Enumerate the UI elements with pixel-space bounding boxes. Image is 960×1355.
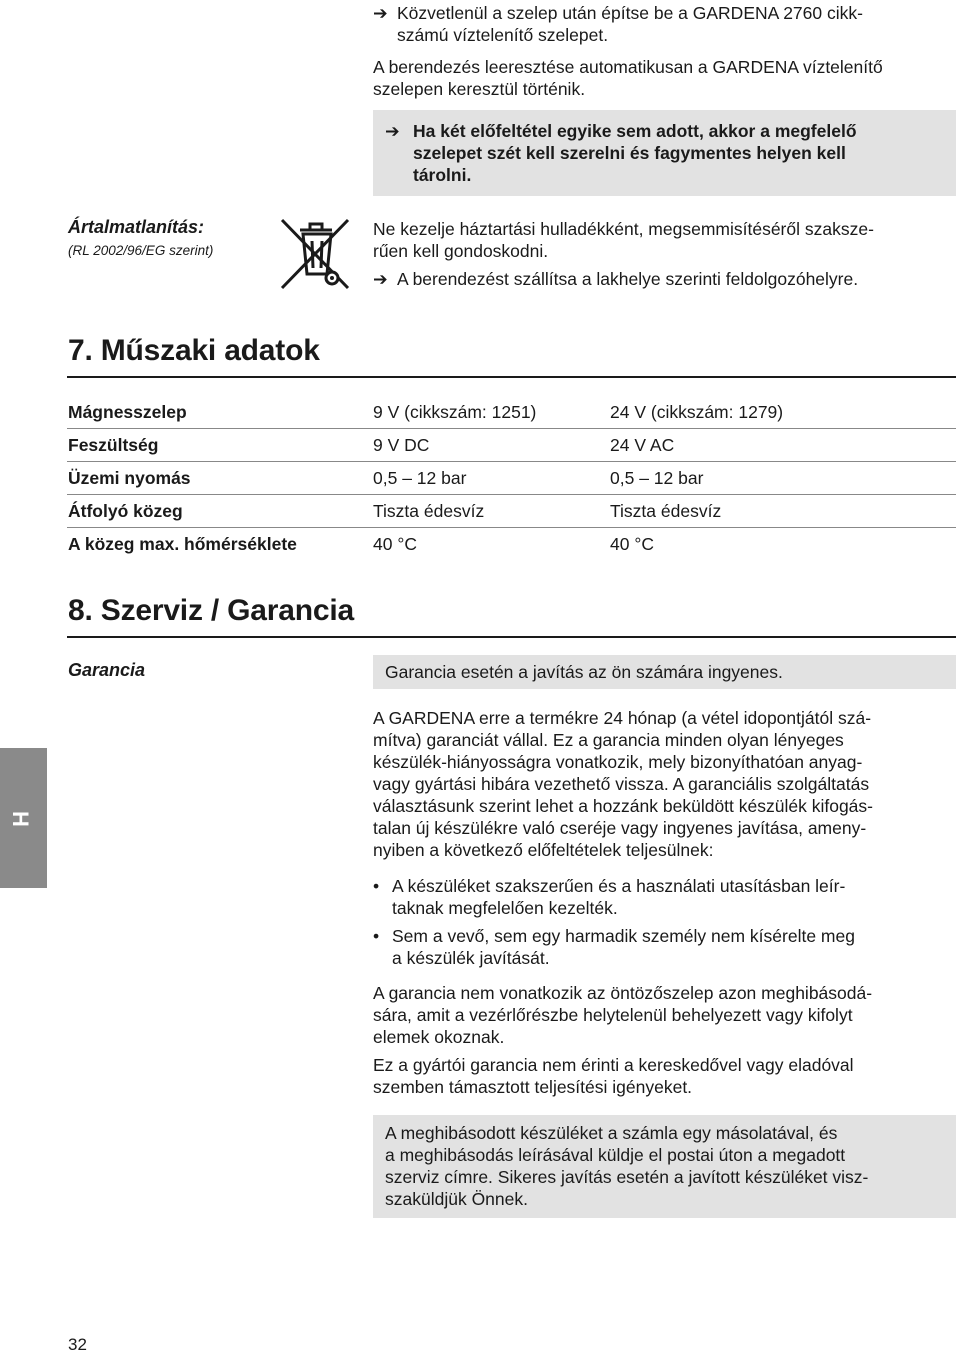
table-cell: Tiszta édesvíz	[610, 501, 722, 521]
service-box	[373, 1115, 956, 1218]
service-line: szerviz címre. Sikeres javítás esetén a javított készüléket visz-	[385, 1167, 869, 1187]
table-row-label: Átfolyó közeg	[68, 501, 183, 521]
warning-line: tárolni.	[413, 165, 472, 185]
table-cell: 40 °C	[610, 534, 654, 554]
section8-title: 8. Szerviz / Garancia	[68, 594, 354, 627]
arrow-icon: ➔	[373, 3, 388, 23]
list-item	[373, 875, 855, 919]
list-item-line: taknak megfelelően kezelték.	[392, 898, 618, 918]
paragraph-line: mítva) garanciát vállal. Ez a garancia minden olyan lényeges	[373, 730, 844, 750]
table-row-label: Üzemi nyomás	[68, 468, 191, 488]
paragraph-line: A garancia nem vonatkozik az öntözőszelep azon meghibásodá-	[373, 983, 873, 1003]
list-item	[373, 925, 855, 969]
paragraph-line: választásunk szerint lehet a hozzánk beküldött készülék kifogás-	[373, 796, 873, 816]
bullet-icon: •	[373, 876, 380, 896]
warranty-paragraph	[373, 707, 873, 861]
table-row-label: A közeg max. hőmérséklete	[68, 534, 297, 554]
table-header-cell: Mágnesszelep	[68, 402, 187, 422]
table-divider	[67, 494, 956, 495]
section7-title: 7. Műszaki adatok	[68, 334, 320, 367]
paragraph-line: talan új készülékre való cseréje vagy ingyenes javítása, ameny-	[373, 818, 867, 838]
warning-line: szelepet szét kell szerelni és fagymentes helyen kell	[413, 143, 846, 163]
disposal-line: Ne kezelje háztartási hulladékként, megsemmisítéséről szaksze-	[373, 219, 874, 239]
warning-line: Ha két előfeltétel egyike sem adott, akkor a megfelelő	[413, 121, 857, 141]
garancia-label: Garancia	[68, 660, 146, 680]
arrow-icon: ➔	[373, 269, 388, 289]
garancia-box	[373, 655, 956, 689]
disposal-line: rűen kell gondoskodni.	[373, 241, 549, 261]
arrow-icon: ➔	[385, 121, 400, 141]
section8-rule	[67, 636, 956, 638]
paragraph-line: sára, amit a vezérlőrészbe helytelenül behelyezett vagy kifolyt	[373, 1005, 853, 1025]
instruction-line: számú víztelenítő szelepet.	[397, 25, 609, 45]
table-header-cell: 9 V (cikkszám: 1251)	[373, 402, 537, 422]
language-tab	[0, 748, 47, 888]
list-item-line: Sem a vevő, sem egy harmadik személy nem kísérelte meg	[392, 926, 855, 946]
table-cell: 24 V AC	[610, 435, 675, 455]
paragraph-line: szelepen keresztül történik.	[373, 79, 586, 99]
garancia-box-text: Garancia esetén a javítás az ön számára ingyenes.	[385, 662, 783, 682]
service-line: a meghibásodás leírásával küldje el postai úton a megadott	[385, 1145, 846, 1165]
paragraph-line: nyiben a következő előfeltételek teljesülnek:	[373, 840, 714, 860]
table-cell: Tiszta édesvíz	[373, 501, 485, 521]
paragraph-line: Ez a gyártói garancia nem érinti a kereskedővel vagy eladóval	[373, 1055, 854, 1075]
paragraph-line: készülék-hiányosságra vonatkozik, mely bizonyíthatóan anyag-	[373, 752, 863, 772]
table-divider	[67, 428, 956, 429]
bullet-icon: •	[373, 926, 380, 946]
table-divider	[67, 527, 956, 528]
paragraph-line: szemben támasztott teljesítési igényeket.	[373, 1077, 693, 1097]
paragraph-line: A GARDENA erre a termékre 24 hónap (a vétel idopontjától szá-	[373, 708, 872, 728]
table-cell: 9 V DC	[373, 435, 430, 455]
frost-warning-box	[373, 110, 956, 196]
list-item-line: a készülék javítását.	[392, 948, 550, 968]
section7-rule	[67, 376, 956, 378]
table-cell: 40 °C	[373, 534, 417, 554]
paragraph-line: elemek okoznak.	[373, 1027, 505, 1047]
service-line: szaküldjük Önnek.	[385, 1189, 528, 1209]
instruction-line: Közvetlenül a szelep után építse be a GARDENA 2760 cikk-	[397, 3, 863, 23]
table-cell: 0,5 – 12 bar	[373, 468, 467, 488]
language-tab-label: H	[7, 811, 33, 827]
drain-paragraph	[373, 56, 883, 100]
list-item-line: A készüléket szakszerűen és a használati utasításban leír-	[392, 876, 846, 896]
battery-paragraph	[373, 982, 872, 1048]
table-divider	[67, 461, 956, 462]
crossed-out-bin-icon	[276, 216, 356, 292]
paragraph-line: A berendezés leeresztése automatikusan a GARDENA víztelenítő	[373, 57, 883, 77]
table-header-cell: 24 V (cikkszám: 1279)	[610, 402, 784, 422]
disposal-label: Ártalmatlanítás:	[68, 217, 205, 237]
table-cell: 0,5 – 12 bar	[610, 468, 704, 488]
disposal-arrow-line: A berendezést szállítsa a lakhelye szerinti feldolgozóhelyre.	[397, 269, 859, 289]
install-instruction	[373, 2, 863, 46]
disposal-text	[373, 218, 874, 290]
conditions-list	[373, 875, 855, 969]
page-number: 32	[68, 1335, 87, 1354]
table-row-label: Feszültség	[68, 435, 159, 455]
manufacturer-paragraph	[373, 1054, 854, 1098]
service-line: A meghibásodott készüléket a számla egy másolatával, és	[385, 1123, 838, 1143]
paragraph-line: vagy gyártási hibára vezethető vissza. A garanciális szolgáltatás	[373, 774, 870, 794]
disposal-sublabel: (RL 2002/96/EG szerint)	[68, 243, 214, 258]
